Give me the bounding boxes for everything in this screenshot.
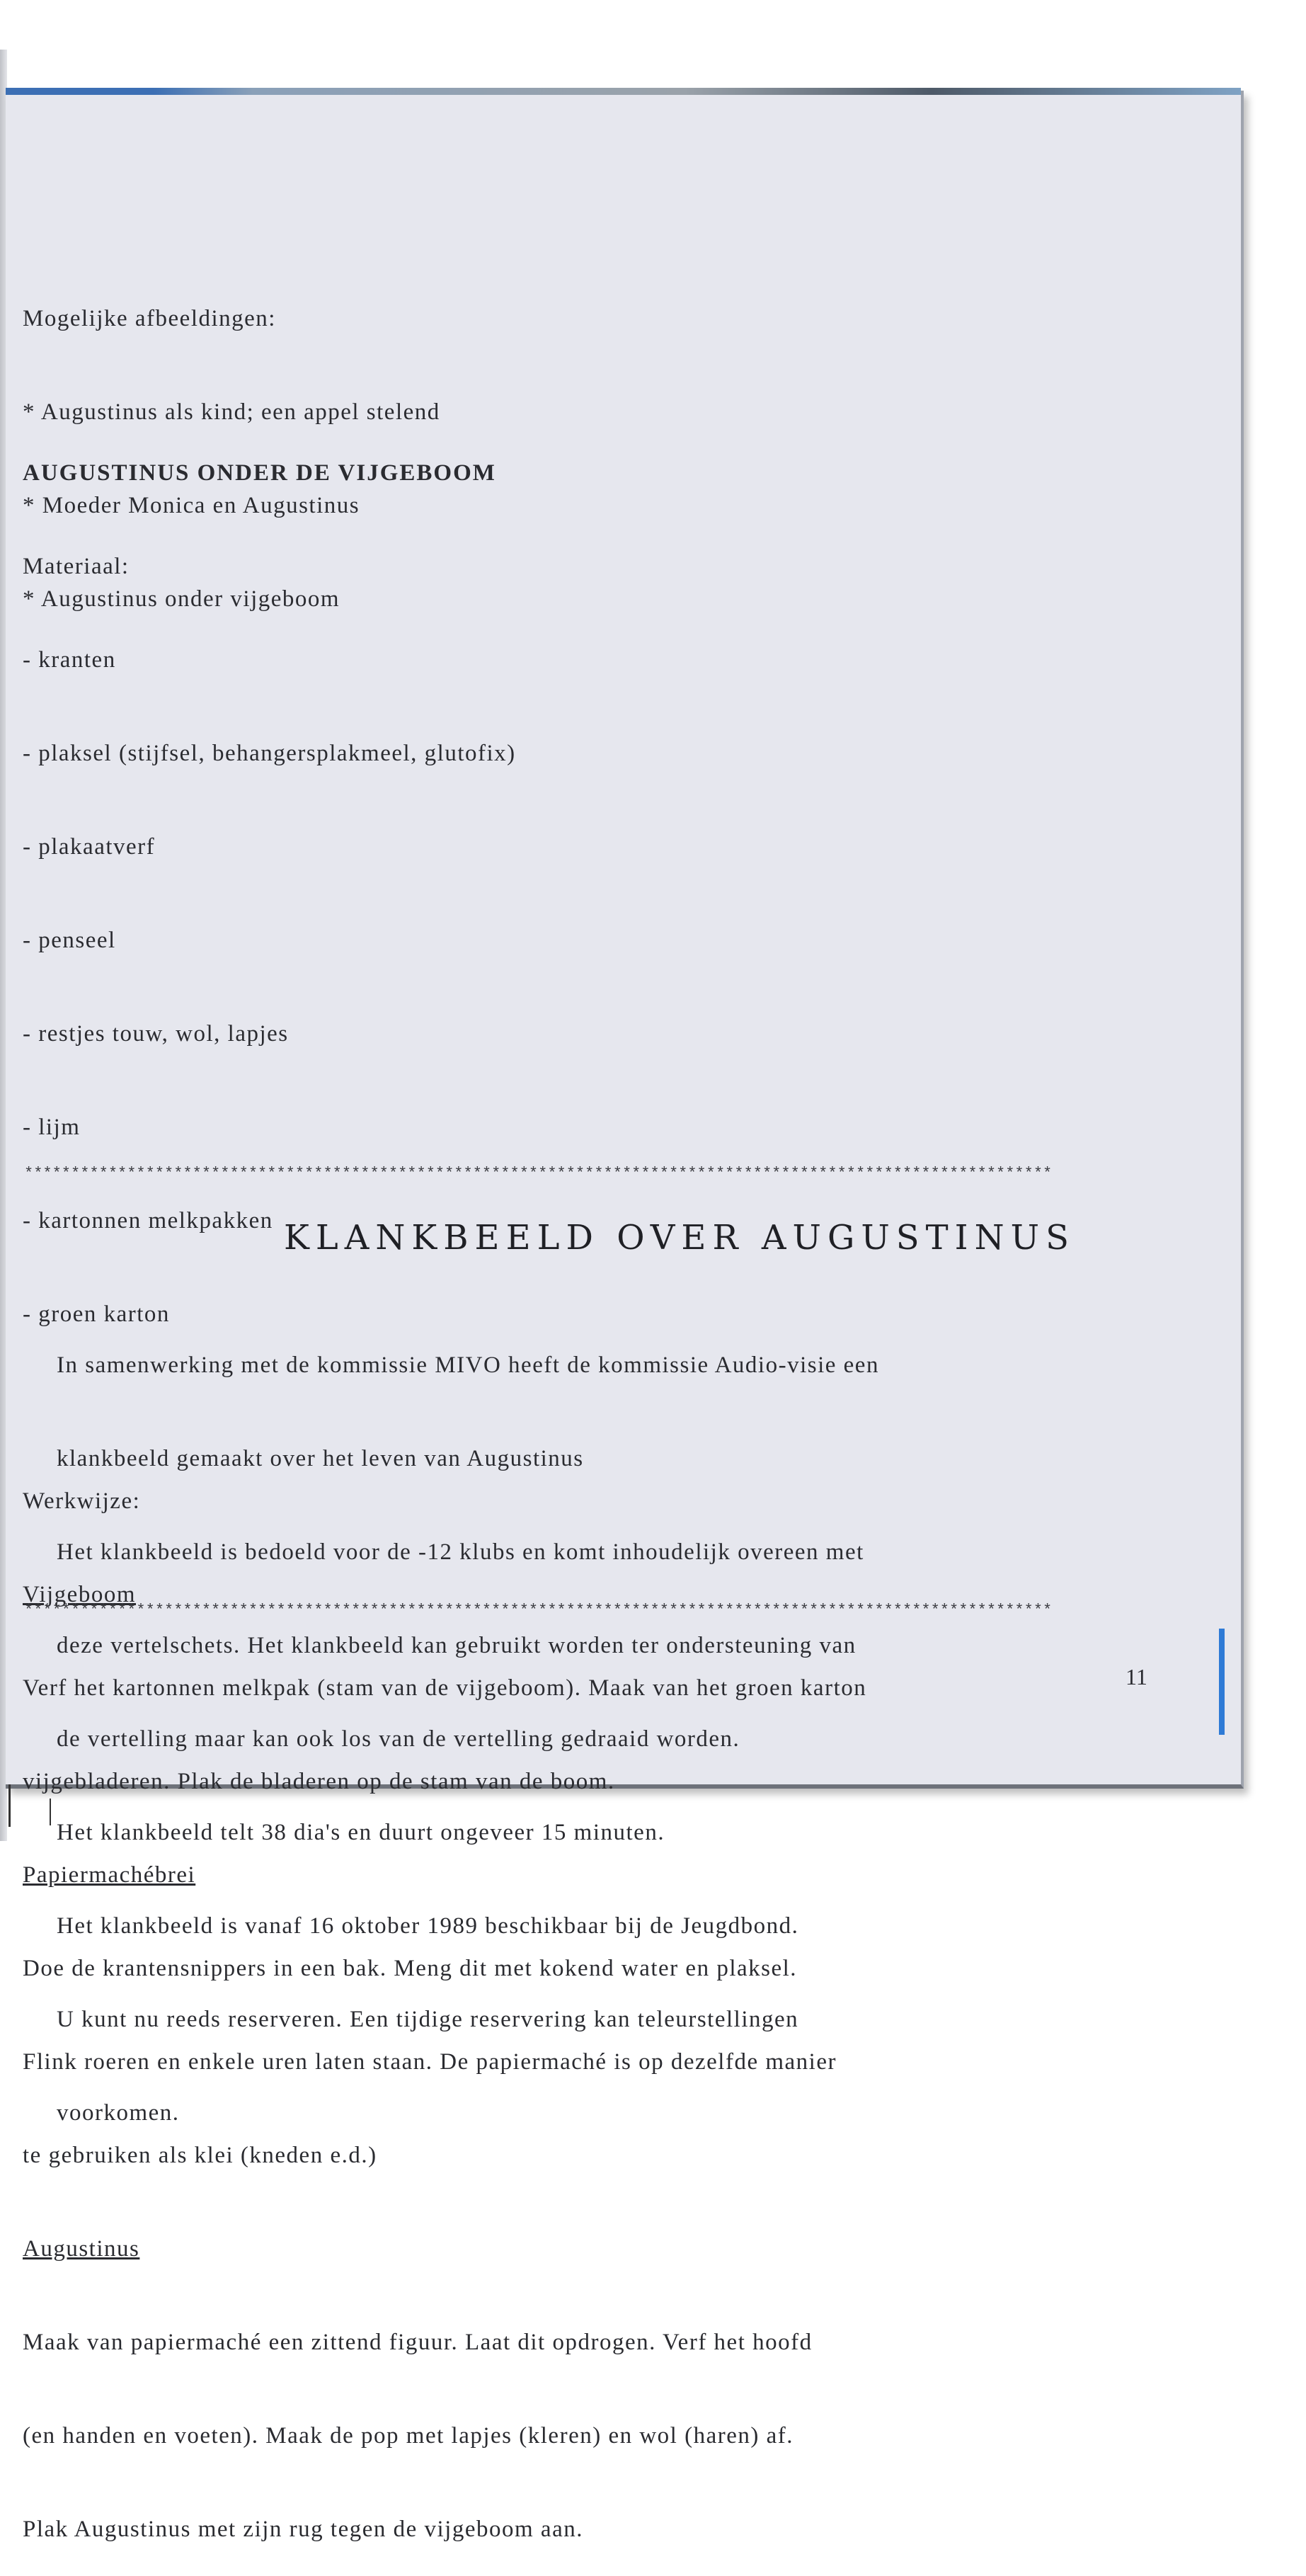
intro-label: Mogelijke afbeeldingen: [23, 306, 276, 331]
material-item: - restjes touw, wol, lapjes [23, 1021, 289, 1047]
body-line: Het klankbeeld is bedoeld voor de -12 klubs en komt inhoudelijk overeen met [57, 1539, 864, 1565]
material-item: - penseel [23, 928, 116, 953]
body-line: Het klankbeeld is vanaf 16 oktober 1989 beschikbaar bij de Jeugdbond. [57, 1913, 799, 1939]
step-line: Verf het kartonnen melkpak (stam van de vijgeboom). Maak van het groen karton [23, 1675, 867, 1701]
body-line: de vertelling maar kan ook los van de vertelling gedraaid worden. [57, 1726, 740, 1752]
step-line: vijgebladeren. Plak de bladeren op de stam van de boom. [23, 1769, 615, 1794]
step-line: Maak van papiermaché een zittend figuur. Laat dit opdrogen. Verf het hoofd [23, 2330, 813, 2355]
material-item: - groen karton [23, 1301, 170, 1327]
section-heading: AUGUSTINUS ONDER DE VIJGEBOOM [23, 460, 496, 486]
material-item: - kranten [23, 647, 116, 673]
material-item: - plaksel (stijfsel, behangersplakmeel, glutofix) [23, 741, 516, 766]
scan-artifact [50, 1799, 51, 1825]
page-top-rule [6, 88, 1241, 95]
page-spine-strip [1219, 1629, 1225, 1735]
material-item: - kartonnen melkpakken [23, 1208, 273, 1233]
material-item: - lijm [23, 1115, 81, 1140]
material-item: - plakaatverf [23, 834, 156, 860]
step-line: Plak Augustinus met zijn rug tegen de vijgeboom aan. [23, 2517, 583, 2542]
body-line: voorkomen. [57, 2100, 180, 2126]
klankbeeld-heading: KLANKBEELD OVER AUGUSTINUS [284, 1218, 1075, 1258]
body-line: Het klankbeeld telt 38 dia's en duurt ongeveer 15 minuten. [57, 1820, 665, 1845]
star-separator: ************************************************************************************************************** [24, 1165, 1053, 1182]
step-line: Flink roeren en enkele uren laten staan. De papiermaché is op dezelfde manier [23, 2049, 837, 2075]
material-label: Materiaal: [23, 554, 130, 579]
scan-artifact [8, 1784, 11, 1827]
page-number: 11 [1125, 1664, 1147, 1689]
section-klankbeeld [57, 1287, 879, 2160]
star-separator: ************************************************************************************************************** [24, 1602, 1053, 1619]
werkwijze-label: Werkwijze: [23, 1488, 141, 1514]
step-line: Doe de krantensnippers in een bak. Meng dit met kokend water en plaksel. [23, 1956, 798, 1981]
step-line: (en handen en voeten). Maak de pop met lapjes (kleren) en wol (haren) af. [23, 2423, 794, 2449]
intro-item: * Augustinus als kind; een appel stelend [23, 399, 440, 425]
body-line: In samenwerking met de kommissie MIVO heeft de kommissie Audio-visie een [57, 1352, 879, 1378]
step-title-augustinus: Augustinus [23, 2236, 140, 2262]
intro-item: * Augustinus onder vijgeboom [23, 586, 340, 612]
body-line: U kunt nu reeds reserveren. Een tijdige reservering kan teleurstellingen [57, 2007, 799, 2032]
step-line: te gebruiken als klei (kneden e.d.) [23, 2143, 377, 2168]
body-line: deze vertelschets. Het klankbeeld kan gebruikt worden ter ondersteuning van [57, 1633, 857, 1658]
intro-item: * Moeder Monica en Augustinus [23, 493, 360, 518]
body-line: klankbeeld gemaakt over het leven van Augustinus [57, 1446, 584, 1471]
step-title-vijgeboom: Vijgeboom [23, 1582, 137, 1607]
step-title-papiermache: Papiermachébrei [23, 1862, 196, 1888]
